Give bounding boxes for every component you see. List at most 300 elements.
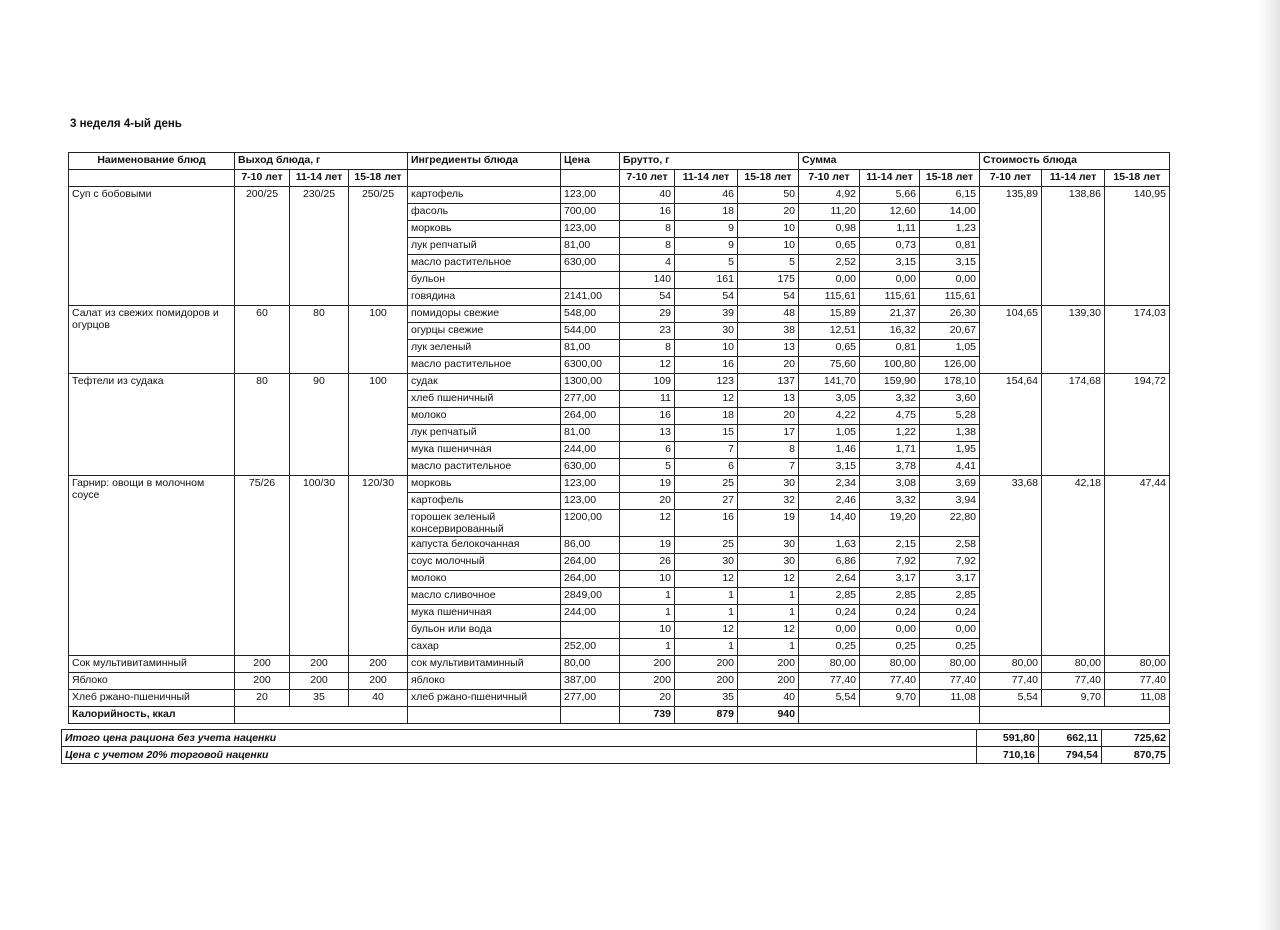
totals-value: 710,16: [977, 747, 1039, 764]
ingredient-sum: 77,40: [799, 673, 860, 690]
ingredient-name: лук репчатый: [408, 425, 561, 442]
ingredient-name: молоко: [408, 571, 561, 588]
calories-label: Калорийность, ккал: [69, 707, 235, 724]
header-dish-name: Наименование блюд: [69, 153, 235, 170]
ingredient-sum: 3,15: [920, 255, 980, 272]
ingredient-gross: 5: [738, 255, 799, 272]
ingredient-price: 81,00: [561, 425, 620, 442]
sum-age-header: 11-14 лет: [860, 170, 920, 187]
ingredient-gross: 54: [620, 289, 675, 306]
ingredient-name: сахар: [408, 639, 561, 656]
ingredient-sum: 159,90: [860, 374, 920, 391]
ingredient-gross: 4: [620, 255, 675, 272]
ingredient-sum: 3,69: [920, 476, 980, 493]
ingredient-name: горошек зеленый консервированный: [408, 510, 561, 537]
ingredient-sum: 9,70: [860, 690, 920, 707]
ingredient-gross: 29: [620, 306, 675, 323]
ingredient-sum: 21,37: [860, 306, 920, 323]
header-row-2: [69, 170, 1170, 187]
dish-yield: 200: [349, 673, 408, 690]
totals-table-body: [62, 730, 1170, 764]
ingredient-sum: 1,05: [920, 340, 980, 357]
dish-yield: 200: [235, 656, 290, 673]
dish-yield: 35: [290, 690, 349, 707]
gross-age-header: 7-10 лет: [620, 170, 675, 187]
ingredient-gross: 10: [620, 571, 675, 588]
dish-yield: 100/30: [290, 476, 349, 656]
ingredient-name: масло растительное: [408, 357, 561, 374]
ingredient-sum: 2,15: [860, 537, 920, 554]
ingredient-sum: 3,94: [920, 493, 980, 510]
ingredient-name: судак: [408, 374, 561, 391]
ingredient-sum: 1,11: [860, 221, 920, 238]
sum-age-header: 15-18 лет: [920, 170, 980, 187]
ingredient-sum: 1,46: [799, 442, 860, 459]
ingredient-price: 2141,00: [561, 289, 620, 306]
dish-yield: 200: [235, 673, 290, 690]
ingredient-sum: 1,38: [920, 425, 980, 442]
ingredient-sum: 20,67: [920, 323, 980, 340]
ingredient-gross: 12: [738, 622, 799, 639]
ingredient-gross: 20: [738, 204, 799, 221]
ingredient-price: 123,00: [561, 476, 620, 493]
ingredient-sum: 6,86: [799, 554, 860, 571]
ingredient-gross: 8: [738, 442, 799, 459]
totals-label: Итого цена рациона без учета наценки: [62, 730, 977, 747]
ingredient-gross: 39: [675, 306, 738, 323]
dish-cost: 154,64: [980, 374, 1042, 476]
header-ingredients: Ингредиенты блюда: [408, 153, 561, 170]
dish-yield: 200: [349, 656, 408, 673]
ingredient-gross: 200: [675, 673, 738, 690]
calories-blank-cell: [980, 707, 1170, 724]
ingredient-gross: 1: [675, 588, 738, 605]
ingredient-sum: 1,63: [799, 537, 860, 554]
ingredient-gross: 30: [675, 323, 738, 340]
ingredient-price: 264,00: [561, 571, 620, 588]
ingredient-gross: 161: [675, 272, 738, 289]
ingredient-gross: 5: [675, 255, 738, 272]
dish-cost: 174,03: [1105, 306, 1170, 374]
dish-cost: 194,72: [1105, 374, 1170, 476]
ingredient-gross: 25: [675, 537, 738, 554]
dish-name: Суп с бобовыми: [69, 187, 235, 306]
ingredient-sum: 12,51: [799, 323, 860, 340]
dish-cost: 9,70: [1042, 690, 1105, 707]
dish-yield: 75/26: [235, 476, 290, 656]
dish-name: Яблоко: [69, 673, 235, 690]
dish-name: Хлеб ржано-пшеничный: [69, 690, 235, 707]
header-blank-cell: [408, 170, 561, 187]
ingredient-name: хлеб ржано-пшеничный: [408, 690, 561, 707]
ingredient-gross: 48: [738, 306, 799, 323]
ingredient-name: масло растительное: [408, 459, 561, 476]
menu-cost-table: [68, 152, 1170, 724]
dish-yield: 90: [290, 374, 349, 476]
ingredient-gross: 1: [620, 588, 675, 605]
header-sum: Сумма: [799, 153, 980, 170]
ingredient-gross: 8: [620, 238, 675, 255]
ingredient-sum: 1,05: [799, 425, 860, 442]
ingredient-gross: 6: [620, 442, 675, 459]
ingredient-name: говядина: [408, 289, 561, 306]
ingredient-gross: 16: [620, 204, 675, 221]
dish-yield: 200: [290, 673, 349, 690]
header-yield: Выход блюда, г: [235, 153, 408, 170]
dish-yield: 120/30: [349, 476, 408, 656]
ingredient-name: лук зеленый: [408, 340, 561, 357]
ingredient-gross: 10: [738, 221, 799, 238]
calories-blank-cell: [235, 707, 408, 724]
ingredient-name: бульон или вода: [408, 622, 561, 639]
ingredient-gross: 15: [675, 425, 738, 442]
dish-yield: 40: [349, 690, 408, 707]
totals-value: 870,75: [1102, 747, 1170, 764]
ingredient-price: 264,00: [561, 408, 620, 425]
ingredient-sum: 0,00: [799, 272, 860, 289]
ingredient-sum: 3,15: [860, 255, 920, 272]
ingredient-row: [69, 673, 1170, 690]
dish-name: Тефтели из судака: [69, 374, 235, 476]
totals-table: [61, 729, 1170, 764]
header-blank-cell: [561, 170, 620, 187]
ingredient-sum: 5,66: [860, 187, 920, 204]
ingredient-sum: 0,25: [920, 639, 980, 656]
dish-name: Сок мультивитаминный: [69, 656, 235, 673]
ingredient-price: 86,00: [561, 537, 620, 554]
ingredient-sum: 7,92: [920, 554, 980, 571]
dish-yield: 80: [235, 374, 290, 476]
ingredient-gross: 13: [738, 391, 799, 408]
header-blank-cell: [69, 170, 235, 187]
calories-value: 739: [620, 707, 675, 724]
ingredient-price: 123,00: [561, 493, 620, 510]
ingredient-sum: 3,78: [860, 459, 920, 476]
ingredient-gross: 20: [620, 690, 675, 707]
ingredient-gross: 27: [675, 493, 738, 510]
ingredient-row: [69, 374, 1170, 391]
ingredient-sum: 15,89: [799, 306, 860, 323]
ingredient-price: 2849,00: [561, 588, 620, 605]
ingredient-gross: 1: [620, 639, 675, 656]
dish-cost: 80,00: [980, 656, 1042, 673]
dish-yield: 230/25: [290, 187, 349, 306]
cost-age-header: 15-18 лет: [1105, 170, 1170, 187]
dish-cost: 80,00: [1105, 656, 1170, 673]
ingredient-gross: 20: [620, 493, 675, 510]
yield-age-header: 15-18 лет: [349, 170, 408, 187]
ingredient-price: 548,00: [561, 306, 620, 323]
ingredient-name: картофель: [408, 187, 561, 204]
ingredient-gross: 30: [738, 476, 799, 493]
sum-age-header: 7-10 лет: [799, 170, 860, 187]
ingredient-name: яблоко: [408, 673, 561, 690]
ingredient-gross: 10: [675, 340, 738, 357]
ingredient-gross: 6: [675, 459, 738, 476]
ingredient-sum: 0,00: [799, 622, 860, 639]
ingredient-gross: 7: [738, 459, 799, 476]
ingredient-sum: 0,81: [860, 340, 920, 357]
ingredient-gross: 13: [620, 425, 675, 442]
ingredient-gross: 23: [620, 323, 675, 340]
ingredient-sum: 100,80: [860, 357, 920, 374]
ingredient-gross: 16: [675, 510, 738, 537]
ingredient-name: масло растительное: [408, 255, 561, 272]
ingredient-sum: 0,00: [860, 622, 920, 639]
dish-cost: 77,40: [1105, 673, 1170, 690]
ingredient-sum: 115,61: [920, 289, 980, 306]
ingredient-sum: 2,64: [799, 571, 860, 588]
totals-value: 591,80: [977, 730, 1039, 747]
calories-value: 940: [738, 707, 799, 724]
yield-age-header: 11-14 лет: [290, 170, 349, 187]
header-row-1: [69, 153, 1170, 170]
ingredient-sum: 2,85: [860, 588, 920, 605]
ingredient-sum: 3,17: [860, 571, 920, 588]
ingredient-sum: 0,24: [799, 605, 860, 622]
ingredient-price: 387,00: [561, 673, 620, 690]
ingredient-gross: 18: [675, 204, 738, 221]
calories-row: [69, 707, 1170, 724]
ingredient-gross: 13: [738, 340, 799, 357]
ingredient-name: лук репчатый: [408, 238, 561, 255]
dish-cost: 5,54: [980, 690, 1042, 707]
ingredient-sum: 0,25: [799, 639, 860, 656]
ingredient-sum: 126,00: [920, 357, 980, 374]
ingredient-price: 700,00: [561, 204, 620, 221]
ingredient-gross: 1: [738, 605, 799, 622]
gross-age-header: 11-14 лет: [675, 170, 738, 187]
ingredient-price: 1200,00: [561, 510, 620, 537]
ingredient-sum: 0,65: [799, 340, 860, 357]
ingredient-sum: 3,15: [799, 459, 860, 476]
ingredient-name: сок мультивитаминный: [408, 656, 561, 673]
ingredient-price: 80,00: [561, 656, 620, 673]
ingredient-sum: 26,30: [920, 306, 980, 323]
ingredient-gross: 12: [675, 622, 738, 639]
ingredient-row: [69, 656, 1170, 673]
ingredient-sum: 3,60: [920, 391, 980, 408]
ingredient-gross: 1: [675, 639, 738, 656]
ingredient-gross: 40: [738, 690, 799, 707]
ingredient-sum: 0,24: [860, 605, 920, 622]
totals-value: 662,11: [1039, 730, 1102, 747]
ingredient-sum: 22,80: [920, 510, 980, 537]
totals-value: 725,62: [1102, 730, 1170, 747]
dish-yield: 80: [290, 306, 349, 374]
ingredient-row: [69, 476, 1170, 493]
ingredient-gross: 5: [620, 459, 675, 476]
dish-cost: 42,18: [1042, 476, 1105, 656]
ingredient-gross: 123: [675, 374, 738, 391]
ingredient-sum: 6,15: [920, 187, 980, 204]
ingredient-gross: 30: [738, 537, 799, 554]
ingredient-gross: 200: [738, 656, 799, 673]
ingredient-sum: 5,28: [920, 408, 980, 425]
ingredient-sum: 0,73: [860, 238, 920, 255]
ingredient-gross: 38: [738, 323, 799, 340]
ingredient-sum: 12,60: [860, 204, 920, 221]
ingredient-sum: 14,00: [920, 204, 980, 221]
ingredient-sum: 77,40: [860, 673, 920, 690]
ingredient-sum: 3,05: [799, 391, 860, 408]
dish-name: Салат из свежих помидоров и огурцов: [69, 306, 235, 374]
ingredient-gross: 12: [620, 510, 675, 537]
ingredient-row: [69, 187, 1170, 204]
ingredient-name: помидоры свежие: [408, 306, 561, 323]
ingredient-gross: 140: [620, 272, 675, 289]
ingredient-gross: 19: [620, 537, 675, 554]
calories-value: 879: [675, 707, 738, 724]
menu-table-body: [69, 153, 1170, 724]
ingredient-price: [561, 272, 620, 289]
ingredient-gross: 8: [620, 340, 675, 357]
ingredient-sum: 3,08: [860, 476, 920, 493]
ingredient-name: хлеб пшеничный: [408, 391, 561, 408]
ingredient-gross: 35: [675, 690, 738, 707]
ingredient-gross: 16: [620, 408, 675, 425]
ingredient-row: [69, 306, 1170, 323]
ingredient-gross: 16: [675, 357, 738, 374]
ingredient-price: 81,00: [561, 238, 620, 255]
ingredient-price: 277,00: [561, 391, 620, 408]
ingredient-name: огурцы свежие: [408, 323, 561, 340]
ingredient-name: мука пшеничная: [408, 605, 561, 622]
ingredient-sum: 115,61: [799, 289, 860, 306]
ingredient-sum: 2,58: [920, 537, 980, 554]
ingredient-gross: 30: [675, 554, 738, 571]
ingredient-price: 123,00: [561, 221, 620, 238]
ingredient-gross: 200: [738, 673, 799, 690]
ingredient-gross: 175: [738, 272, 799, 289]
ingredient-gross: 40: [620, 187, 675, 204]
ingredient-gross: 46: [675, 187, 738, 204]
ingredient-gross: 1: [738, 639, 799, 656]
dish-cost: 47,44: [1105, 476, 1170, 656]
ingredient-price: 244,00: [561, 442, 620, 459]
ingredient-sum: 178,10: [920, 374, 980, 391]
ingredient-sum: 3,32: [860, 391, 920, 408]
ingredient-price: 630,00: [561, 459, 620, 476]
ingredient-sum: 4,75: [860, 408, 920, 425]
ingredient-sum: 0,65: [799, 238, 860, 255]
ingredient-gross: 8: [620, 221, 675, 238]
header-price: Цена: [561, 153, 620, 170]
ingredient-price: 630,00: [561, 255, 620, 272]
ingredient-gross: 18: [675, 408, 738, 425]
ingredient-gross: 12: [675, 391, 738, 408]
ingredient-name: мука пшеничная: [408, 442, 561, 459]
dish-yield: 100: [349, 306, 408, 374]
dish-yield: 100: [349, 374, 408, 476]
ingredient-gross: 9: [675, 221, 738, 238]
ingredient-sum: 80,00: [920, 656, 980, 673]
ingredient-name: капуста белокочанная: [408, 537, 561, 554]
cost-age-header: 7-10 лет: [980, 170, 1042, 187]
ingredient-sum: 2,52: [799, 255, 860, 272]
ingredient-sum: 77,40: [920, 673, 980, 690]
cost-age-header: 11-14 лет: [1042, 170, 1105, 187]
dish-cost: 77,40: [980, 673, 1042, 690]
ingredient-row: [69, 690, 1170, 707]
ingredient-sum: 80,00: [799, 656, 860, 673]
page-title: 3 неделя 4-ый день: [70, 118, 182, 130]
ingredient-sum: 0,24: [920, 605, 980, 622]
totals-label: Цена с учетом 20% торговой наценки: [62, 747, 977, 764]
ingredient-sum: 115,61: [860, 289, 920, 306]
dish-cost: 138,86: [1042, 187, 1105, 306]
ingredient-price: 81,00: [561, 340, 620, 357]
ingredient-sum: 4,92: [799, 187, 860, 204]
ingredient-price: [561, 622, 620, 639]
ingredient-gross: 200: [675, 656, 738, 673]
ingredient-name: морковь: [408, 476, 561, 493]
ingredient-sum: 2,85: [799, 588, 860, 605]
dish-cost: 104,65: [980, 306, 1042, 374]
ingredient-gross: 12: [738, 571, 799, 588]
dish-yield: 200/25: [235, 187, 290, 306]
ingredient-gross: 19: [738, 510, 799, 537]
dish-cost: 11,08: [1105, 690, 1170, 707]
ingredient-gross: 109: [620, 374, 675, 391]
ingredient-gross: 12: [675, 571, 738, 588]
ingredient-sum: 19,20: [860, 510, 920, 537]
ingredient-sum: 4,22: [799, 408, 860, 425]
ingredient-sum: 141,70: [799, 374, 860, 391]
dish-cost: 139,30: [1042, 306, 1105, 374]
ingredient-gross: 7: [675, 442, 738, 459]
totals-row: [62, 747, 1170, 764]
ingredient-name: молоко: [408, 408, 561, 425]
ingredient-price: 6300,00: [561, 357, 620, 374]
ingredient-sum: 0,00: [920, 622, 980, 639]
ingredient-gross: 1: [675, 605, 738, 622]
ingredient-sum: 11,08: [920, 690, 980, 707]
ingredient-sum: 0,25: [860, 639, 920, 656]
ingredient-price: 244,00: [561, 605, 620, 622]
ingredient-sum: 1,71: [860, 442, 920, 459]
ingredient-sum: 3,17: [920, 571, 980, 588]
header-dish-cost: Стоимость блюда: [980, 153, 1170, 170]
dish-cost: 80,00: [1042, 656, 1105, 673]
dish-yield: 20: [235, 690, 290, 707]
ingredient-sum: 2,46: [799, 493, 860, 510]
ingredient-gross: 10: [620, 622, 675, 639]
ingredient-name: морковь: [408, 221, 561, 238]
ingredient-sum: 0,00: [920, 272, 980, 289]
ingredient-price: 123,00: [561, 187, 620, 204]
ingredient-price: 277,00: [561, 690, 620, 707]
ingredient-name: картофель: [408, 493, 561, 510]
ingredient-sum: 4,41: [920, 459, 980, 476]
calories-blank-cell: [408, 707, 561, 724]
ingredient-gross: 50: [738, 187, 799, 204]
ingredient-sum: 1,22: [860, 425, 920, 442]
ingredient-price: 544,00: [561, 323, 620, 340]
ingredient-gross: 11: [620, 391, 675, 408]
ingredient-gross: 20: [738, 408, 799, 425]
dish-cost: 174,68: [1042, 374, 1105, 476]
yield-age-header: 7-10 лет: [235, 170, 290, 187]
page-edge-shadow: [1258, 0, 1280, 930]
ingredient-price: 252,00: [561, 639, 620, 656]
ingredient-gross: 137: [738, 374, 799, 391]
ingredient-sum: 80,00: [860, 656, 920, 673]
dish-yield: 250/25: [349, 187, 408, 306]
ingredient-gross: 10: [738, 238, 799, 255]
ingredient-sum: 75,60: [799, 357, 860, 374]
ingredient-gross: 200: [620, 656, 675, 673]
